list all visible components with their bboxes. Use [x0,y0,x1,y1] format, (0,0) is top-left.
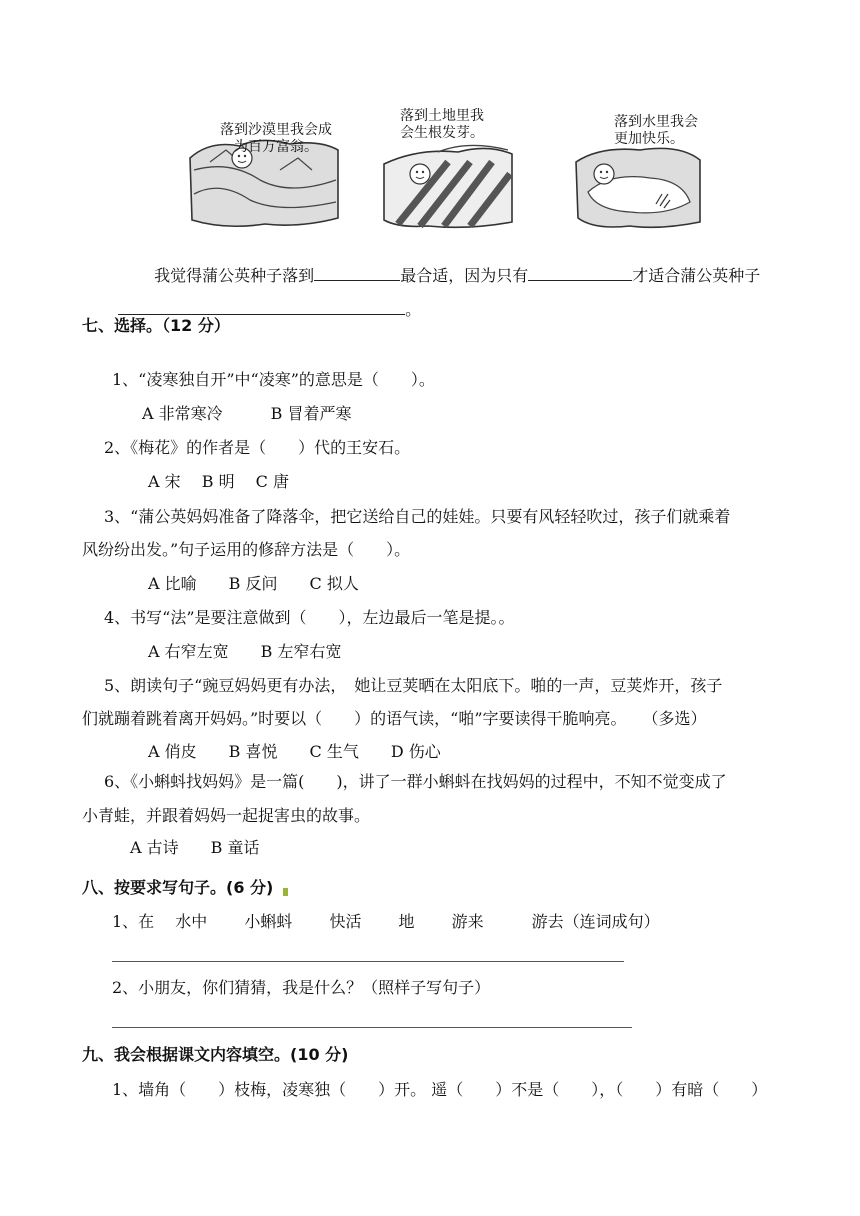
fill-sentence-part1: 我觉得蒲公英种子落到 [154,266,315,285]
q1-stem: 1、“凌寒独自开”中“凌寒”的意思是（ ）。 [112,370,435,389]
q2-options: A 宋 B 明 C 唐 [148,472,289,491]
picture-water [570,112,710,234]
q3-stem-line2: 风纷纷出发。”句子运用的修辞方法是（ ）。 [82,540,411,559]
q4-stem: 4、书写“法”是要注意做到（ ），左边最后一笔是提。。 [104,608,515,627]
desert-caption-line1: 落到沙漠里我会成 [220,122,332,138]
fill-sentence-line2 [108,280,421,320]
field-caption-line1: 落到土地里我 [400,108,484,124]
q2-stem: 2、《梅花》的作者是（ ）代的王安石。 [104,438,411,457]
q3-stem-line1: 3、“蒲公英妈妈准备了降落伞，把它送给自己的娃娃。只要有风轻轻吹过，孩子们就乘着 [104,507,731,526]
q5-stem-line1: 5、朗读句子“豌豆妈妈更有办法， 她让豆荚晒在太阳底下。啪的一声，豆荚炸开，孩子 [104,676,723,695]
s8-q1: 1、在 水中 小蝌蚪 快活 地 游来 游去（连词成句） [112,912,660,931]
answer-blank-place[interactable] [314,266,400,281]
highlight-mark [283,888,288,896]
q6-stem-line1: 6、《小蝌蚪找妈妈》是一篇( )，讲了一群小蝌蚪在找妈妈的过程中，不知不觉变成了 [104,772,727,791]
s9-q1: 1、墙角（ ）枝梅，凌寒独（ ）开。 遥（ ）不是（ ），（ ）有暗（ ） [112,1080,768,1099]
s8-q2: 2、小朋友，你们猜猜，我是什么？（照样子写句子） [112,978,491,997]
q5-stem-line2: 们就蹦着跳着离开妈妈。”时要以（ ）的语气读，“啪”字要读得干脆响亮。 （多选） [82,709,707,728]
fill-sentence-part2: 最合适，因为只有 [400,266,529,285]
section8-title: 八、按要求写句子。(6 分) [82,878,274,897]
answer-blank-reason[interactable] [118,300,405,315]
q6-options: A 古诗 B 童话 [130,838,260,857]
picture-desert [180,110,350,235]
q4-options: A 右窄左宽 B 左窄右宽 [148,642,342,661]
answer-blank-condition[interactable] [528,266,632,281]
q1-options: A 非常寒冷 B 冒着严寒 [142,404,352,423]
desert-caption-line2: 为百万富翁。 [234,139,318,155]
answer-line-s8-q1[interactable] [112,961,624,962]
water-caption-line2: 更加快乐。 [614,131,684,147]
q6-stem-line2: 小青蛙，并跟着妈妈一起捉害虫的故事。 [82,806,371,825]
answer-line-s8-q2[interactable] [112,1027,632,1028]
q3-options: A 比喻 B 反问 C 拟人 [148,574,359,593]
q5-options: A 俏皮 B 喜悦 C 生气 D 伤心 [148,742,441,761]
fill-sentence-end: 。 [405,300,422,319]
fill-sentence-part3: 才适合蒲公英种子 [632,266,761,285]
field-caption-line2: 会生根发芽。 [400,125,484,141]
picture-field [378,104,518,234]
section9-title: 九、我会根据课文内容填空。(10 分) [82,1045,349,1064]
water-caption-line1: 落到水里我会 [614,114,698,130]
section7-title: 七、选择。（12 分） [82,316,230,335]
